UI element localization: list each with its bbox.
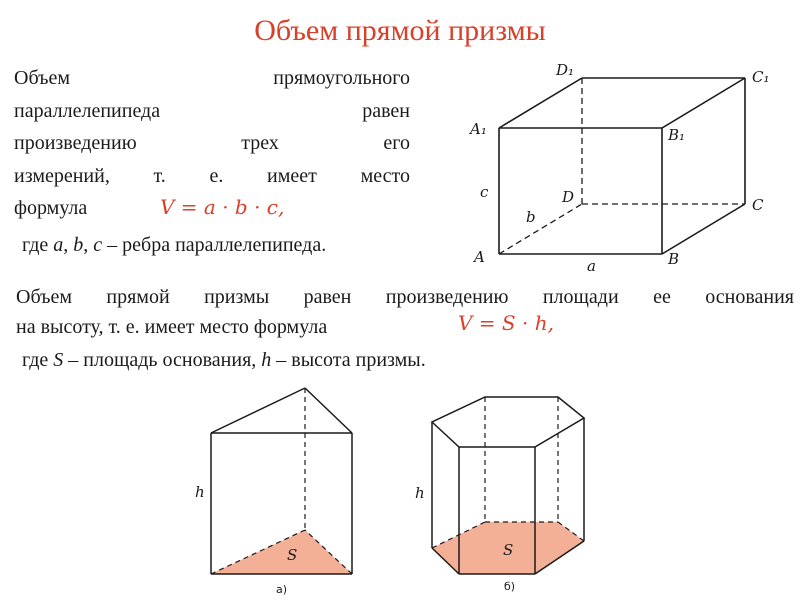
text-line: произведению трех его <box>14 132 410 154</box>
note-text: где <box>22 234 54 256</box>
var-h: h <box>261 349 272 371</box>
text-line: параллелепипеда равен <box>14 99 410 122</box>
label-edge-c: c <box>480 183 489 201</box>
text-line: формула <box>14 197 88 219</box>
note-text: – площадь основания, <box>63 349 262 371</box>
label-edge-a: a <box>587 257 596 275</box>
label-S-right: S <box>503 541 514 559</box>
caption-a: а) <box>276 583 288 596</box>
edge-A1D1 <box>499 78 582 128</box>
caption-b: б) <box>504 580 516 593</box>
edge-B1C1 <box>662 78 745 128</box>
triangle-base-fill <box>211 530 352 574</box>
label-A: A <box>474 248 485 266</box>
box-edges-note: где a, b, c – ребра параллелепипеда. <box>22 234 327 256</box>
triangular-prism-figure <box>211 388 352 574</box>
edge-AD-hidden <box>499 204 582 254</box>
var-a: a <box>53 234 64 256</box>
label-h-left: h <box>195 483 205 501</box>
note-text: – ребра параллелепипеда. <box>102 234 327 256</box>
label-C: C <box>752 196 764 214</box>
label-B1: B₁ <box>668 126 686 144</box>
text-line: на высоту, т. е. имеет место формула <box>16 316 328 338</box>
text-line: Объем прямоугольного <box>14 67 410 89</box>
note-text: где <box>22 349 54 371</box>
edge-BC <box>662 204 745 254</box>
label-h-right: h <box>415 484 425 502</box>
var-S: S <box>53 349 64 371</box>
label-B: B <box>668 250 680 268</box>
parallelepiped-figure <box>499 78 745 254</box>
label-A1: A₁ <box>470 120 487 138</box>
var-c: c <box>93 234 103 256</box>
page-title: Объем прямой призмы <box>254 14 546 47</box>
text-line: Объем прямой призмы равен произведению площади ее основания <box>16 286 794 308</box>
note-text: – высота призмы. <box>271 349 426 371</box>
prism-volume-formula: V = S · h, <box>458 311 554 335</box>
label-D1: D₁ <box>556 61 575 79</box>
label-S-left: S <box>287 546 298 564</box>
var-b: b <box>73 234 84 256</box>
box-volume-formula: V = a · b · c, <box>160 195 285 219</box>
label-edge-b: b <box>526 208 536 226</box>
label-C1: C₁ <box>752 68 770 86</box>
label-D: D <box>562 188 575 206</box>
text-line: измерений, т. е. имеет место <box>14 164 410 187</box>
